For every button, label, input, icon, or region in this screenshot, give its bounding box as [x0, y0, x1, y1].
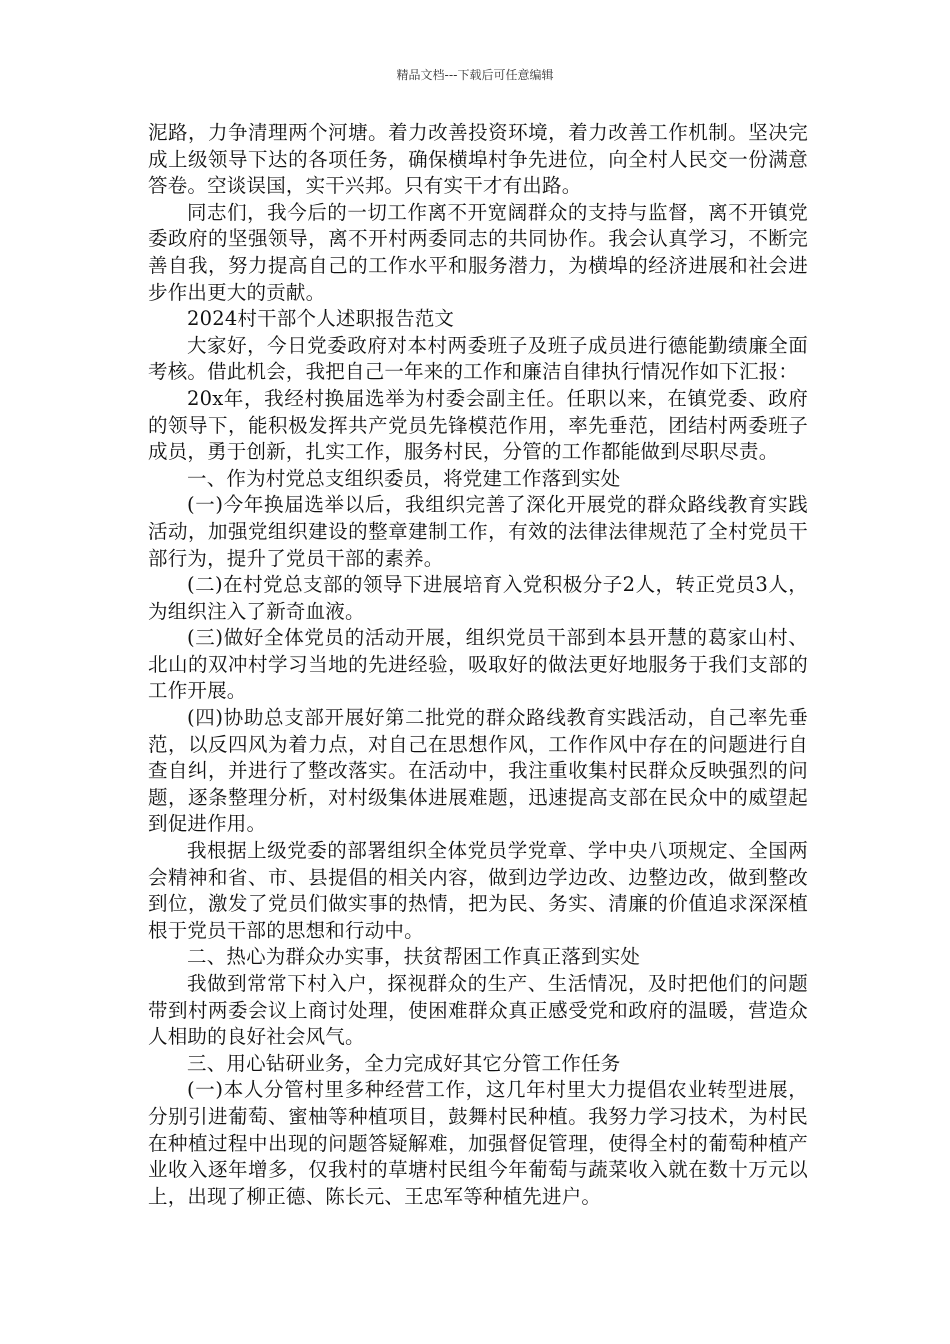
paragraph: 我根据上级党委的部署组织全体党员学党章、学中央八项规定、全国两会精神和省、市、县提倡的相关内容，做到边学边改、边整边改，做到整改到位，激发了党员们做实事的热情，把为民、务实、清廉的价值追求深深植根于党员干部的思想和行动中。: [148, 839, 808, 942]
paragraph: (二)在村党总支部的领导下进展培育入党积极分子2人，转正党员3人，为组织注入了新奇血液。: [148, 573, 808, 623]
paragraph: 大家好，今日党委政府对本村两委班子及班子成员进行德能勤绩廉全面考核。借此机会，我把自己一年来的工作和廉洁自律执行情况作如下汇报：: [148, 333, 808, 384]
paragraph: (一)本人分管村里多种经营工作，这几年村里大力提倡农业转型进展，分别引进葡萄、蜜柚等种植项目，鼓舞村民种植。我努力学习技术，为村民在种植过程中出现的问题答疑解难，加强督促管理，使得全村的葡萄种植产业收入逐年增多，仅我村的草塘村民组今年葡萄与蔬菜收入就在数十万元以上，出现了柳正德、陈长元、王忠军等种植先进户。: [148, 1078, 808, 1208]
section-heading: 一、作为村党总支组织委员，将党建工作落到实处: [187, 466, 621, 490]
paragraph: (三)做好全体党员的活动开展，组织党员干部到本县开慧的葛家山村、北山的双冲村学习当地的先进经验，吸取好的做法更好地服务于我们支部的工作开展。: [148, 626, 808, 703]
paragraph: 泥路，力争清理两个河塘。着力改善投资环境，着力改善工作机制。坚决完成上级领导下达的各项任务，确保横埠村争先进位，向全村人民交一份满意答卷。空谈误国，实干兴邦。只有实干才有出路。: [148, 121, 808, 198]
paragraph: 同志们，我今后的一切工作离不开宽阔群众的支持与监督，离不开镇党委政府的坚强领导，离不开村两委同志的共同协作。我会认真学习，不断完善自我，努力提高自己的工作水平和服务潜力，为横埠的经济进展和社会进步作出更大的贡献。: [148, 200, 808, 304]
paragraph: (一)今年换届选举以后，我组织完善了深化开展党的群众路线教育实践活动，加强党组织建设的整章建制工作，有效的法律法律规范了全村党员干部行为，提升了党员干部的素养。: [148, 493, 808, 570]
section-heading: 二、热心为群众办实事，扶贫帮困工作真正落到实处: [187, 945, 641, 969]
paragraph: 我做到常常下村入户，探视群众的生产、生活情况，及时把他们的问题带到村两委会议上商讨处理，使困难群众真正感受党和政府的温暖，营造众人相助的良好社会风气。: [148, 972, 808, 1049]
paragraph: (四)协助总支部开展好第二批党的群众路线教育实践活动，自己率先垂范，以反四风为着力点，对自己在思想作风，工作作风中存在的问题进行自查自纠，并进行了整改落实。在活动中，我注重收集村民群众反映强烈的问题，逐条整理分析，对村级集体进展难题，迅速提高支部在民众中的威望起到促进作用。: [148, 706, 808, 836]
section-title: 2024村干部个人述职报告范文: [187, 307, 455, 331]
paragraph: 20x年，我经村换届选举为村委会副主任。任职以来，在镇党委、政府的领导下，能积极发挥共产党员先锋模范作用，率先垂范，团结村两委班子成员，勇于创新，扎实工作，服务村民，分管的工作都能做到尽职尽责。: [148, 386, 808, 464]
section-heading: 三、用心钻研业务，全力完成好其它分管工作任务: [187, 1051, 621, 1075]
document-body: [148, 120, 808, 1210]
page-header: 精品文档---下载后可任意编辑: [396, 68, 554, 82]
